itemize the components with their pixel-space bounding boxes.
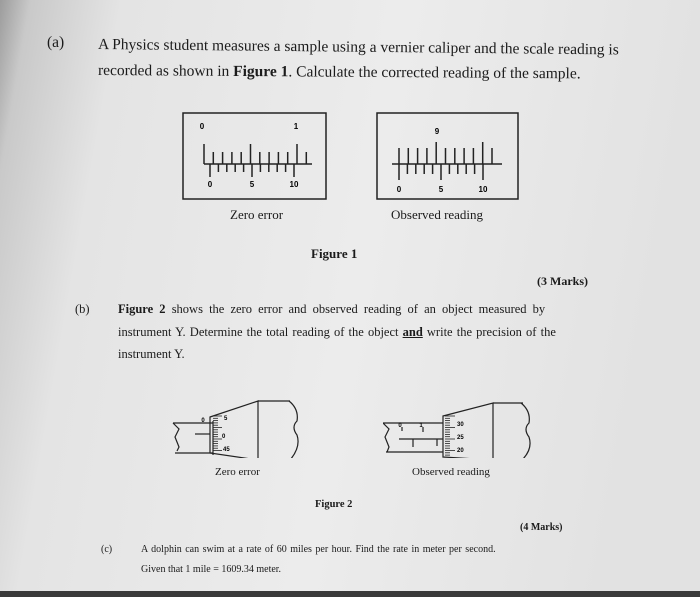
text: recorded as shown in: [97, 62, 234, 80]
figure2-caption-observed: Observed reading: [412, 466, 490, 478]
text: instrument Y. Determine the total reading of the object: [118, 325, 403, 339]
figure2-title: Figure 2: [315, 499, 353, 510]
micrometer-zero-error-diagram: [165, 394, 305, 458]
thimble-label: 20: [457, 448, 464, 454]
thimble-label: 0: [222, 434, 226, 440]
thimble-label: 30: [457, 422, 464, 428]
figure1-title: Figure 1: [311, 246, 358, 261]
sleeve-label: 0: [201, 418, 205, 424]
part-a-line1: A Physics student measures a sample using a vernier caliper and the scale reading is: [97, 36, 619, 59]
main-label: 0: [199, 122, 205, 131]
thimble-label: 25: [457, 435, 464, 441]
part-b-line2: [118, 325, 556, 340]
figure1-caption-observed: Observed reading: [391, 207, 484, 222]
part-c-line1: A dolphin can swim at a rate of 60 miles per hour. Find the rate in meter per second.: [141, 544, 496, 555]
vernier-label: 5: [438, 185, 444, 194]
main-label: 9: [434, 127, 440, 136]
sleeve-label: 0: [398, 423, 402, 429]
part-a-line2: [98, 62, 581, 83]
vernier-label: 0: [396, 185, 402, 194]
figure2-caption-zero: Zero error: [215, 466, 260, 478]
part-b-label: (b): [75, 302, 90, 316]
vernier-label: 10: [289, 180, 299, 189]
thimble-label: 45: [223, 447, 230, 453]
part-b-line1: [118, 302, 545, 317]
text: shows the zero error and observed reading of an object measured by: [165, 302, 546, 316]
figure1-caption-zero: Zero error: [230, 207, 284, 222]
part-b-line3: instrument Y.: [118, 347, 185, 361]
main-label: 1: [293, 122, 299, 131]
vernier-observed-diagram: [376, 112, 520, 202]
part-c-label: (c): [101, 544, 113, 555]
figure-ref: Figure 1: [233, 62, 289, 81]
vernier-label: 0: [207, 180, 213, 189]
thimble-label: 5: [224, 416, 228, 422]
part-b-marks: (4 Marks): [520, 522, 563, 533]
part-c-line2: Given that 1 mile = 1609.34 meter.: [141, 564, 282, 575]
part-a-marks: (3 Marks): [537, 274, 588, 288]
vernier-label: 10: [478, 185, 488, 194]
text: write the precision of the: [422, 325, 556, 339]
text: . Calculate the corrected reading of the sample.: [288, 63, 581, 83]
page-bottom-edge: [0, 591, 700, 597]
emphasis: and: [402, 325, 423, 339]
sleeve-label: 1: [419, 423, 423, 429]
figure-ref: Figure 2: [118, 302, 166, 316]
part-a-label: (a): [47, 34, 65, 51]
vernier-zero-error-diagram: [182, 112, 328, 202]
vernier-label: 5: [249, 180, 255, 189]
micrometer-observed-diagram: [383, 394, 543, 458]
